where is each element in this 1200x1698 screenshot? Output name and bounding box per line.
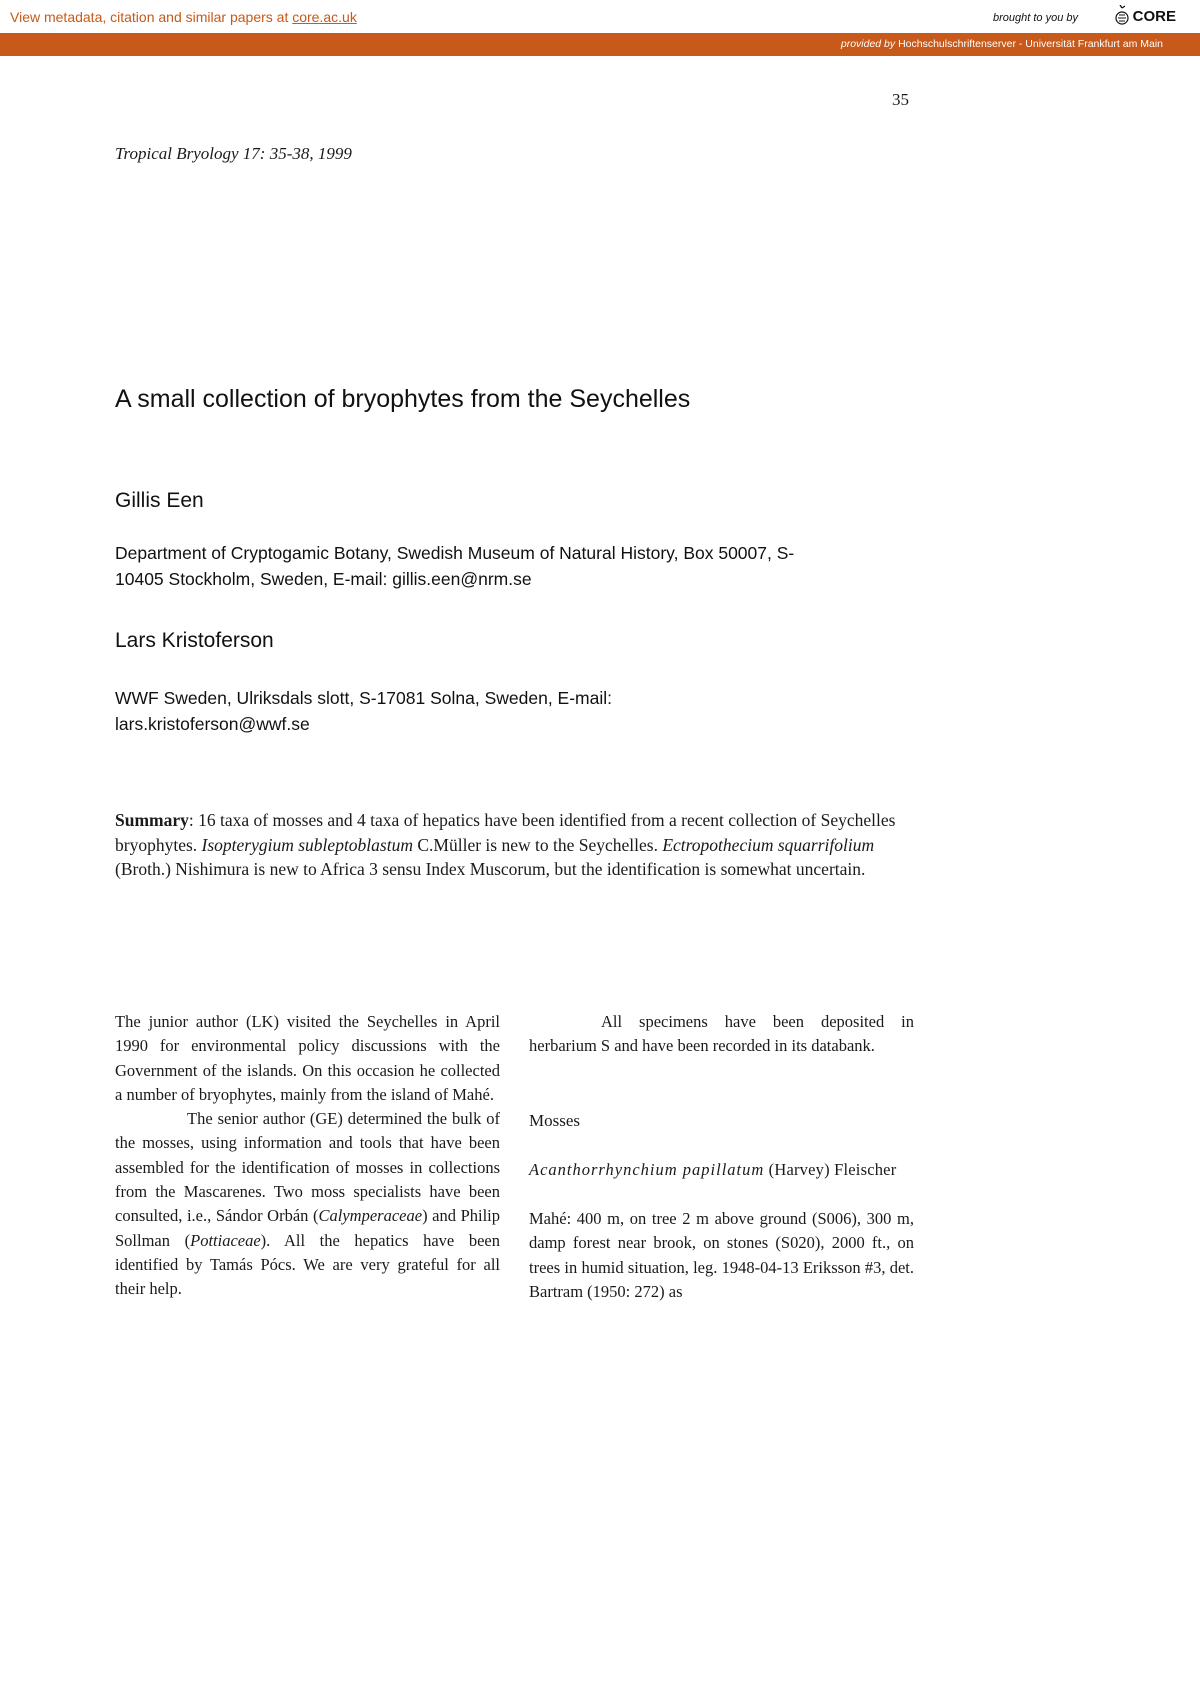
affiliation-line: Department of Cryptogamic Botany, Swedish Museum of Natural History, Box 50007, S- (115, 543, 795, 563)
provided-by-label: provided by (840, 38, 896, 50)
provider-text (841, 38, 1163, 50)
species-author: (Harvey) Fleischer (764, 1159, 897, 1179)
body-text: ) and Philip Sollman ( (115, 1206, 501, 1250)
affiliation-line: lars.kristoferson@wwf.se (115, 714, 310, 734)
body-text: ). All the hepatics have been identified by Tamás Pócs. We are very grateful for all their help. (115, 1230, 500, 1299)
core-metadata-link[interactable] (10, 9, 357, 25)
family-name: Calymperaceae (318, 1206, 423, 1226)
species-heading (529, 1158, 914, 1182)
page-number: 35 (892, 90, 909, 109)
body-paragraph: All specimens have been deposited in herbarium S and have been recorded in its databank. (529, 1012, 914, 1056)
summary-text: C.Müller is new to the Seychelles. (412, 834, 663, 855)
species-name: Ectropothecium squarrifolium (662, 834, 875, 855)
summary-paragraph (115, 808, 920, 882)
family-name: Pottiaceae (190, 1230, 261, 1250)
body-paragraph (115, 1107, 500, 1301)
species-name: Acanthorrhynchium papillatum (529, 1159, 765, 1179)
affiliation-line: WWF Sweden, Ulriksdals slott, S-17081 Solna, Sweden, E-mail: (115, 688, 612, 708)
core-logo-icon (1114, 5, 1130, 27)
summary-label: Summary (115, 810, 189, 830)
core-header (0, 0, 1200, 33)
core-link-url: core.ac.uk (292, 9, 357, 25)
author-affiliation (115, 540, 920, 592)
body-text: The senior author (GE) determined the bulk of the mosses, using information and tools that have been assembled for the identification of mosses in collections from the Mascarenes. Two moss specialists have been consulted, i.e., Sándor Orbán ( (115, 1109, 500, 1226)
provider-name: Hochschulschriftenserver - Universität Frankfurt am Main (898, 38, 1163, 50)
core-logo-text: CORE (1132, 7, 1176, 25)
core-link-prefix: View metadata, citation and similar papers at (10, 9, 293, 25)
author-name: Lars Kristoferson (115, 629, 274, 652)
section-heading: Mosses (529, 1110, 581, 1130)
author-affiliation (115, 685, 920, 737)
summary-text: (Broth.) Nishimura is new to Africa 3 sensu Index Muscorum, but the identification is somewhat uncertain. (115, 859, 866, 879)
affiliation-line: 10405 Stockholm, Sweden, E-mail: gillis.een@nrm.se (115, 569, 532, 589)
specimen-record: Mahé: 400 m, on tree 2 m above ground (S006), 300 m, damp forest near brook, on stones (S020), 2000 ft., on trees in humid situation, leg. 1948-04-13 Eriksson #3, det. Bartram (1950: 272) as (529, 1209, 914, 1302)
author-name: Gillis Een (115, 489, 204, 512)
brought-by-text: brought to you by (992, 12, 1078, 24)
summary-text: : 16 taxa of mosses and 4 taxa of hepatics have been identified from a recent collection of Seychelles bryophytes. (115, 810, 896, 855)
core-logo[interactable] (1114, 4, 1176, 28)
species-name: Isopterygium subleptoblastum (201, 834, 413, 855)
left-column (115, 1010, 500, 1302)
core-provider-bar (0, 33, 1200, 56)
body-paragraph: The junior author (LK) visited the Seychelles in April 1990 for environmental policy discussions with the Government of the islands. On this occasion he collected a number of bryophytes, mainly from the island of Mahé. (115, 1012, 500, 1104)
paper-title: A small collection of bryophytes from the Seychelles (115, 385, 691, 413)
right-column (529, 1010, 914, 1304)
journal-citation: Tropical Bryology 17: 35-38, 1999 (115, 144, 352, 163)
